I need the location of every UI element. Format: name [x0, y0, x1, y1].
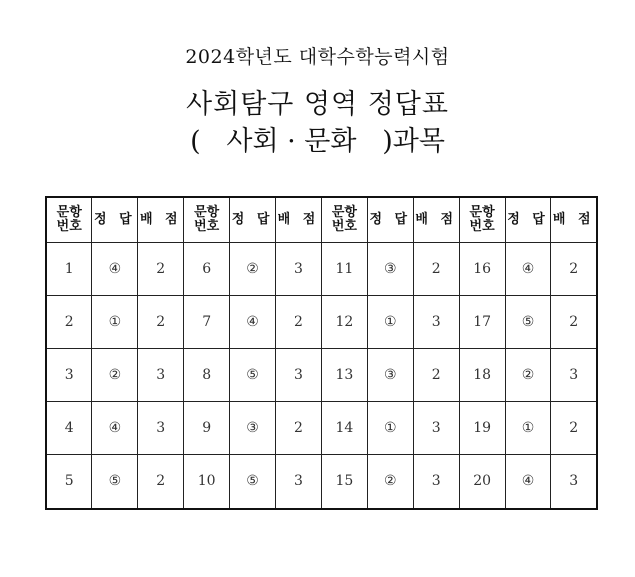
header-row [46, 197, 597, 243]
answer-cell: ⑤ [92, 454, 138, 509]
header-answer: 정 답 [505, 197, 551, 243]
question-number: 18 [459, 348, 505, 401]
points-cell: 3 [138, 348, 184, 401]
points-cell: 2 [551, 401, 597, 454]
header-answer: 정 답 [92, 197, 138, 243]
answer-cell: ③ [367, 243, 413, 296]
header-points: 배 점 [551, 197, 597, 243]
points-cell: 3 [138, 401, 184, 454]
question-number: 8 [184, 348, 230, 401]
question-number: 9 [184, 401, 230, 454]
question-number: 13 [321, 348, 367, 401]
table-row [46, 243, 597, 296]
question-number: 3 [46, 348, 92, 401]
answer-cell: ① [92, 295, 138, 348]
points-cell: 2 [138, 295, 184, 348]
table-row [46, 401, 597, 454]
answer-cell: ② [367, 454, 413, 509]
question-number: 16 [459, 243, 505, 296]
question-number: 14 [321, 401, 367, 454]
question-number: 1 [46, 243, 92, 296]
header-points: 배 점 [276, 197, 322, 243]
points-cell: 2 [138, 454, 184, 509]
answer-cell: ④ [505, 454, 551, 509]
answer-cell: ④ [92, 243, 138, 296]
points-cell: 3 [276, 243, 322, 296]
question-number: 11 [321, 243, 367, 296]
answer-cell: ① [505, 401, 551, 454]
subject-title: ( 사회 · 문화 )과목 [190, 126, 445, 157]
answer-cell: ⑤ [230, 454, 276, 509]
table-row [46, 454, 597, 509]
header-points: 배 점 [413, 197, 459, 243]
question-number: 6 [184, 243, 230, 296]
points-cell: 3 [413, 401, 459, 454]
answer-cell: ⑤ [230, 348, 276, 401]
question-number: 10 [184, 454, 230, 509]
question-number: 7 [184, 295, 230, 348]
points-cell: 2 [413, 348, 459, 401]
question-number: 5 [46, 454, 92, 509]
points-cell: 3 [551, 454, 597, 509]
header-number: 문항 번호 [46, 197, 92, 243]
question-number: 4 [46, 401, 92, 454]
question-number: 12 [321, 295, 367, 348]
points-cell: 2 [276, 295, 322, 348]
answer-cell: ③ [230, 401, 276, 454]
points-cell: 3 [276, 454, 322, 509]
answer-table [45, 196, 598, 510]
answer-cell: ② [92, 348, 138, 401]
exam-title: 2024학년도 대학수학능력시험 [185, 46, 450, 68]
points-cell: 3 [413, 295, 459, 348]
answer-cell: ① [367, 295, 413, 348]
answer-cell: ③ [367, 348, 413, 401]
header-number: 문항 번호 [321, 197, 367, 243]
points-cell: 3 [551, 348, 597, 401]
answer-sheet-title: 사회탐구 영역 정답표 [186, 89, 449, 120]
answer-cell: ① [367, 401, 413, 454]
question-number: 17 [459, 295, 505, 348]
header-number: 문항 번호 [459, 197, 505, 243]
points-cell: 2 [276, 401, 322, 454]
header-answer: 정 답 [367, 197, 413, 243]
header-answer: 정 답 [230, 197, 276, 243]
question-number: 20 [459, 454, 505, 509]
points-cell: 2 [413, 243, 459, 296]
answer-cell: ② [230, 243, 276, 296]
question-number: 2 [46, 295, 92, 348]
table-row [46, 348, 597, 401]
answer-table-body [46, 243, 597, 510]
points-cell: 2 [551, 243, 597, 296]
question-number: 15 [321, 454, 367, 509]
points-cell: 2 [551, 295, 597, 348]
answer-cell: ② [505, 348, 551, 401]
header-number: 문항 번호 [184, 197, 230, 243]
points-cell: 2 [138, 243, 184, 296]
header-points: 배 점 [138, 197, 184, 243]
points-cell: 3 [413, 454, 459, 509]
answer-cell: ④ [230, 295, 276, 348]
answer-cell: ④ [92, 401, 138, 454]
table-row [46, 295, 597, 348]
answer-cell: ④ [505, 243, 551, 296]
question-number: 19 [459, 401, 505, 454]
points-cell: 3 [276, 348, 322, 401]
answer-cell: ⑤ [505, 295, 551, 348]
